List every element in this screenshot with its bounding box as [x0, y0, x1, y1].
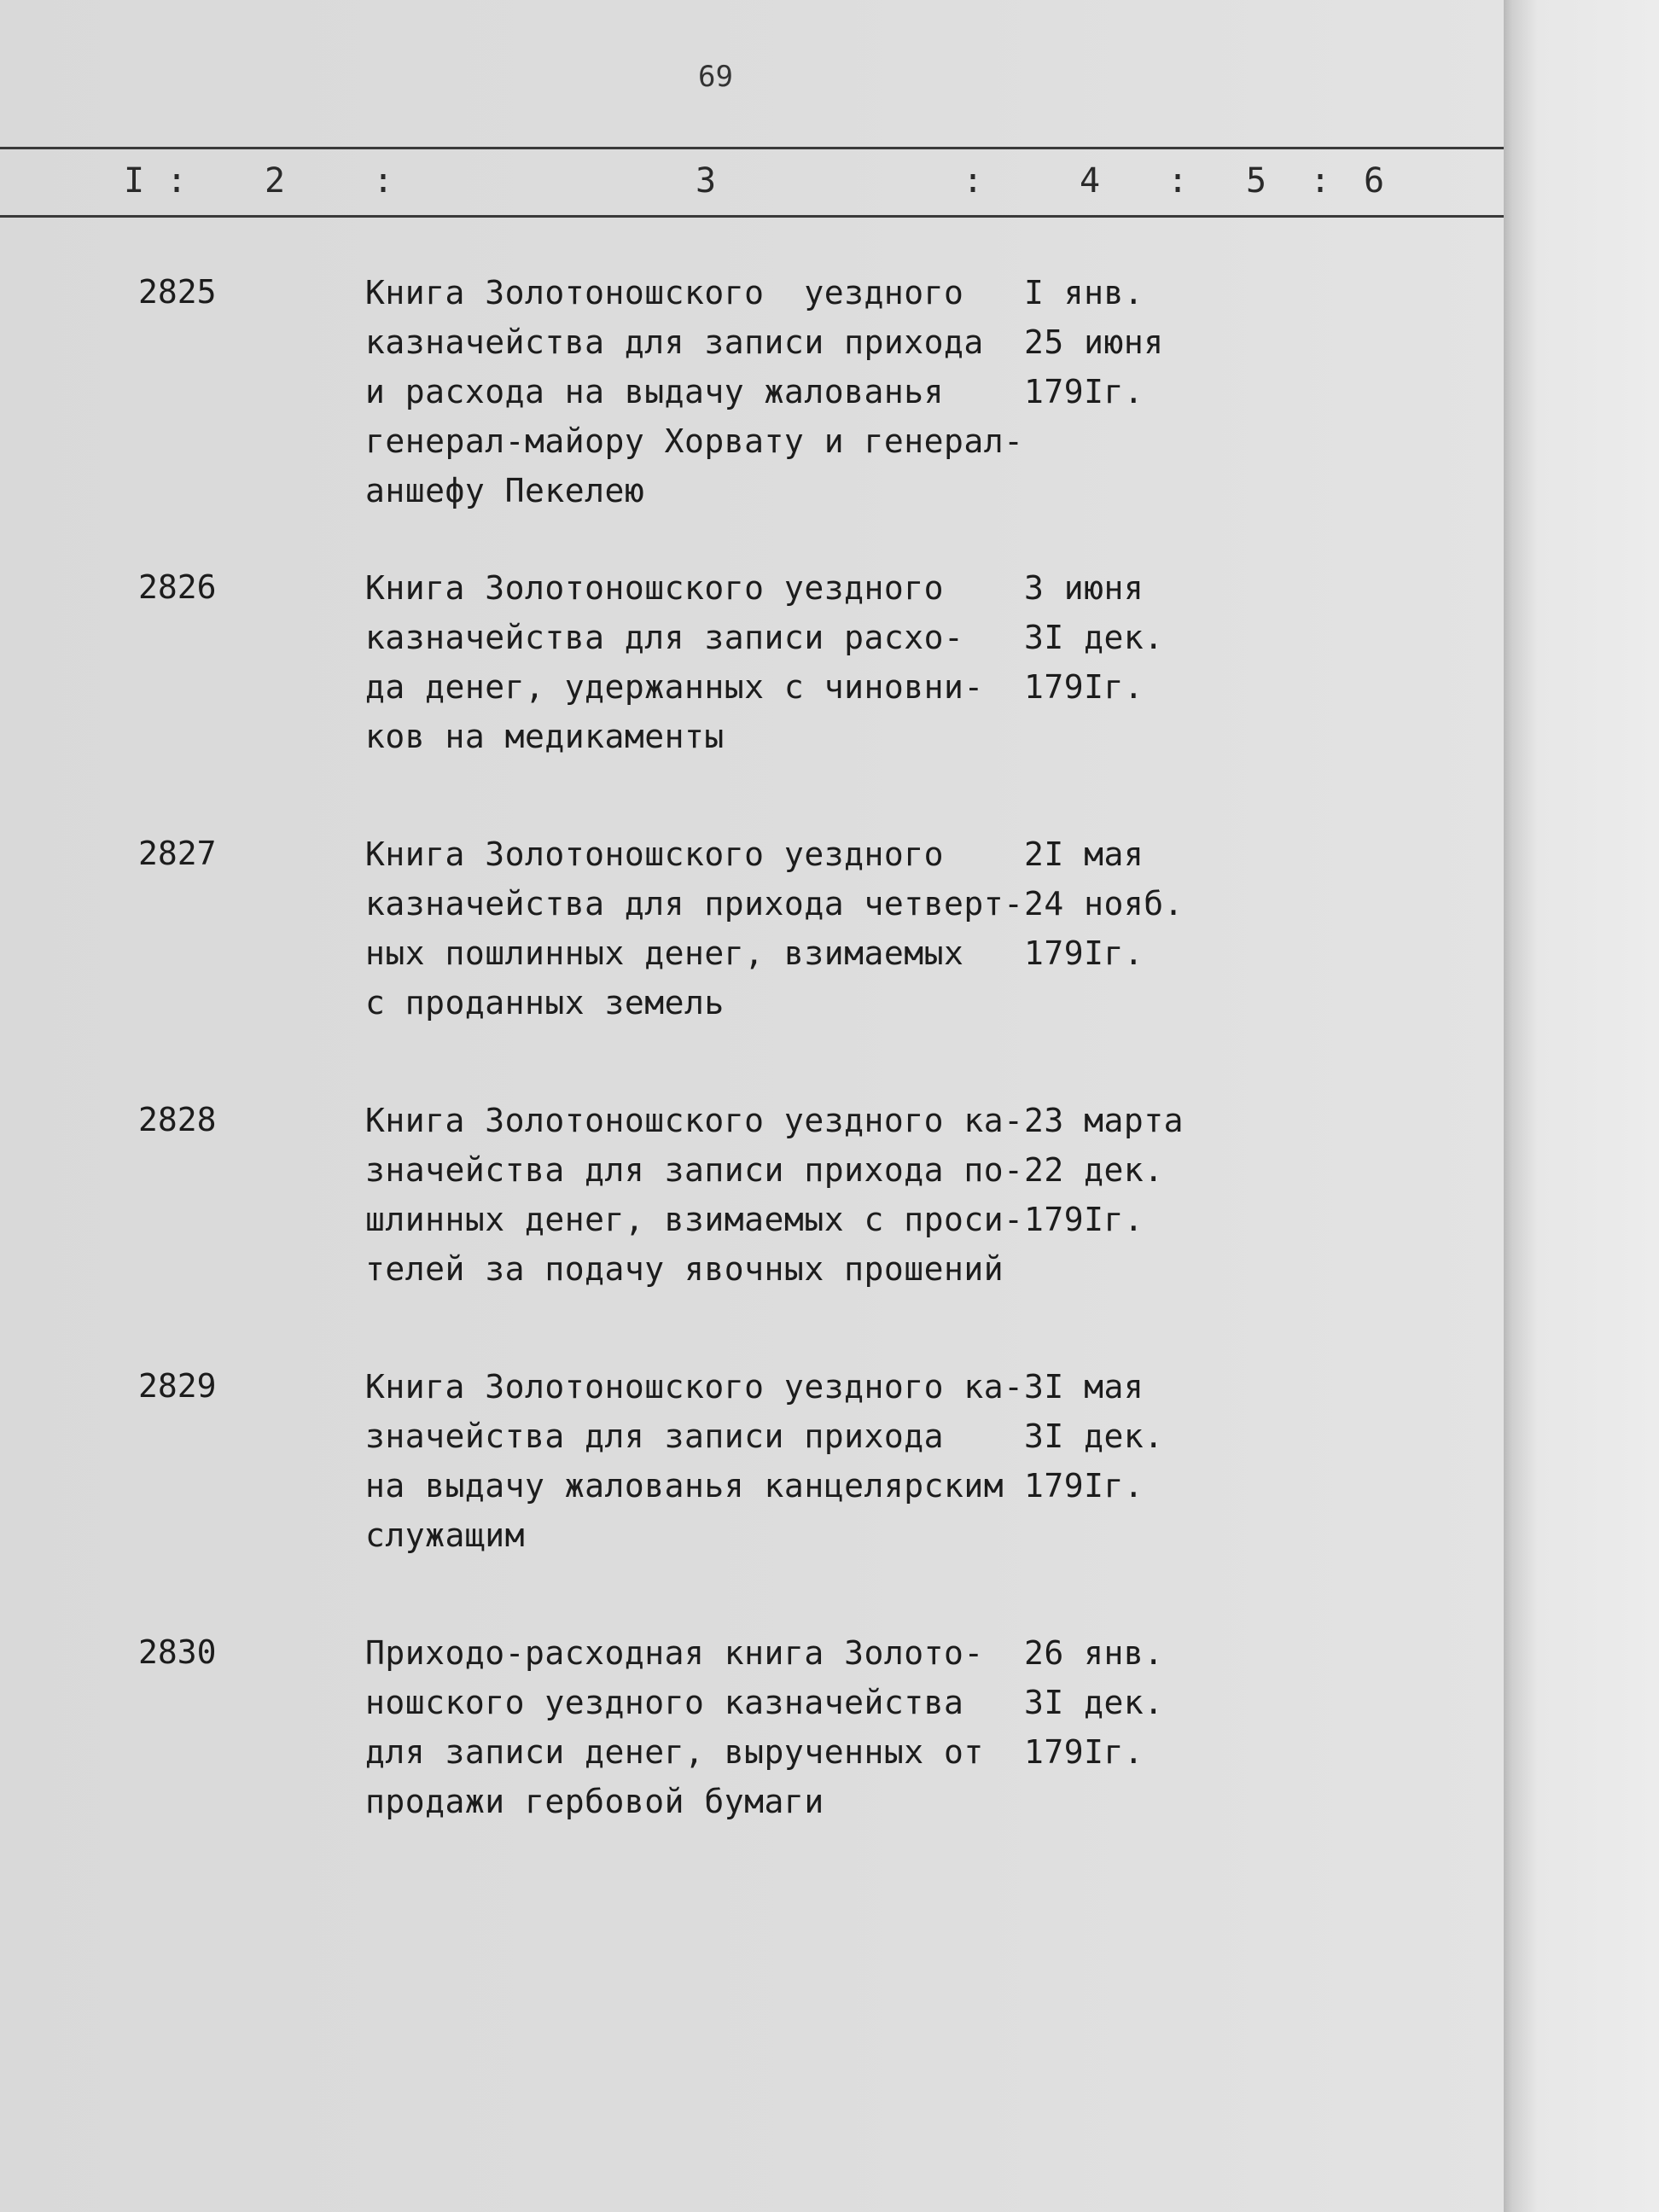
- record-date-line: 179Iг.: [1024, 1733, 1144, 1771]
- record-date-line: 3 июня: [1024, 569, 1144, 607]
- record-date-line: 179Iг.: [1024, 373, 1144, 410]
- record-dates: [1024, 1096, 1229, 1244]
- record-number: 2826: [138, 568, 217, 606]
- record-dates: [1024, 268, 1229, 416]
- record-title: [365, 830, 1048, 1027]
- record-title-line: значейства для записи прихода: [365, 1417, 944, 1455]
- header-bottom-rule: [0, 215, 1504, 218]
- record-date-line: 3I дек.: [1024, 619, 1164, 656]
- column-header-1: I: [124, 161, 145, 201]
- record-title: [365, 1362, 1048, 1560]
- record-title-line: Книга Золотоношского уездного ка-: [365, 1368, 1024, 1406]
- record-date-line: 26 янв.: [1024, 1634, 1164, 1672]
- record-number: 2827: [138, 835, 217, 872]
- record-date-line: 24 нояб.: [1024, 885, 1185, 923]
- record-number: 2825: [138, 273, 217, 311]
- record-title-line: ных пошлинных денег, взимаемых: [365, 934, 964, 972]
- record-title-line: Книга Золотоношского уездного: [365, 835, 944, 873]
- page-number: 69: [698, 60, 733, 94]
- record-title-line: казначейства для прихода четверт-: [365, 885, 1024, 923]
- record-date-line: 179Iг.: [1024, 934, 1144, 972]
- record-date-line: 179Iг.: [1024, 1201, 1144, 1238]
- record-dates: [1024, 830, 1229, 978]
- record-title-line: казначейства для записи расхо-: [365, 619, 964, 656]
- record-date-line: 22 дек.: [1024, 1151, 1164, 1189]
- record-date-line: 2I мая: [1024, 835, 1144, 873]
- record-title: [365, 563, 1048, 761]
- record-title-line: аншефу Пекелею: [365, 472, 645, 509]
- record-date-line: 23 марта: [1024, 1102, 1185, 1139]
- column-header-4: 4: [1080, 161, 1101, 201]
- record-date-line: 25 июня: [1024, 323, 1164, 361]
- record-number: 2829: [138, 1367, 217, 1405]
- record-title: [365, 1628, 1048, 1826]
- record-title-line: да денег, удержанных с чиновни-: [365, 668, 984, 706]
- page-edge: [1504, 0, 1659, 2212]
- record-date-line: I янв.: [1024, 274, 1144, 311]
- record-title-line: служащим: [365, 1516, 526, 1554]
- column-header-5: 5: [1246, 161, 1267, 201]
- record-dates: [1024, 1628, 1229, 1777]
- record-title-line: генерал-майору Хорвату и генерал-: [365, 422, 1024, 460]
- record-dates: [1024, 563, 1229, 712]
- record-date-line: 3I дек.: [1024, 1417, 1164, 1455]
- column-separator: :: [963, 161, 984, 201]
- record-title-line: ношского уездного казначейства: [365, 1684, 964, 1721]
- record-number: 2830: [138, 1633, 217, 1671]
- column-separator: :: [373, 161, 394, 201]
- record-title-line: продажи гербовой бумаги: [365, 1783, 824, 1820]
- record-date-line: 179Iг.: [1024, 668, 1144, 706]
- record-title-line: ков на медикаменты: [365, 718, 725, 755]
- record-date-line: 179Iг.: [1024, 1467, 1144, 1505]
- record-title-line: Приходо-расходная книга Золото-: [365, 1634, 984, 1672]
- record-title-line: Книга Золотоношского уездного ка-: [365, 1102, 1024, 1139]
- record-dates: [1024, 1362, 1229, 1511]
- record-title-line: Книга Золотоношского уездного: [365, 274, 964, 311]
- record-title-line: казначейства для записи прихода: [365, 323, 984, 361]
- column-separator: :: [1167, 161, 1189, 201]
- column-separator: :: [1310, 161, 1331, 201]
- record-title: [365, 268, 1048, 515]
- record-title-line: и расхода на выдачу жалованья: [365, 373, 944, 410]
- record-date-line: 3I дек.: [1024, 1684, 1164, 1721]
- record-title-line: для записи денег, вырученных от: [365, 1733, 984, 1771]
- column-header-6: 6: [1364, 161, 1385, 201]
- record-title-line: значейства для записи прихода по-: [365, 1151, 1024, 1189]
- record-title: [365, 1096, 1048, 1294]
- record-title-line: на выдачу жалованья канцелярским: [365, 1467, 1004, 1505]
- column-separator: :: [166, 161, 188, 201]
- column-header-2: 2: [265, 161, 286, 201]
- record-title-line: с проданных земель: [365, 984, 725, 1022]
- column-header-3: 3: [696, 161, 717, 201]
- record-number: 2828: [138, 1101, 217, 1138]
- header-top-rule: [0, 147, 1504, 149]
- record-title-line: шлинных денег, взимаемых с проси-: [365, 1201, 1024, 1238]
- record-title-line: телей за подачу явочных прошений: [365, 1250, 1004, 1288]
- record-title-line: Книга Золотоношского уездного: [365, 569, 944, 607]
- record-date-line: 3I мая: [1024, 1368, 1144, 1406]
